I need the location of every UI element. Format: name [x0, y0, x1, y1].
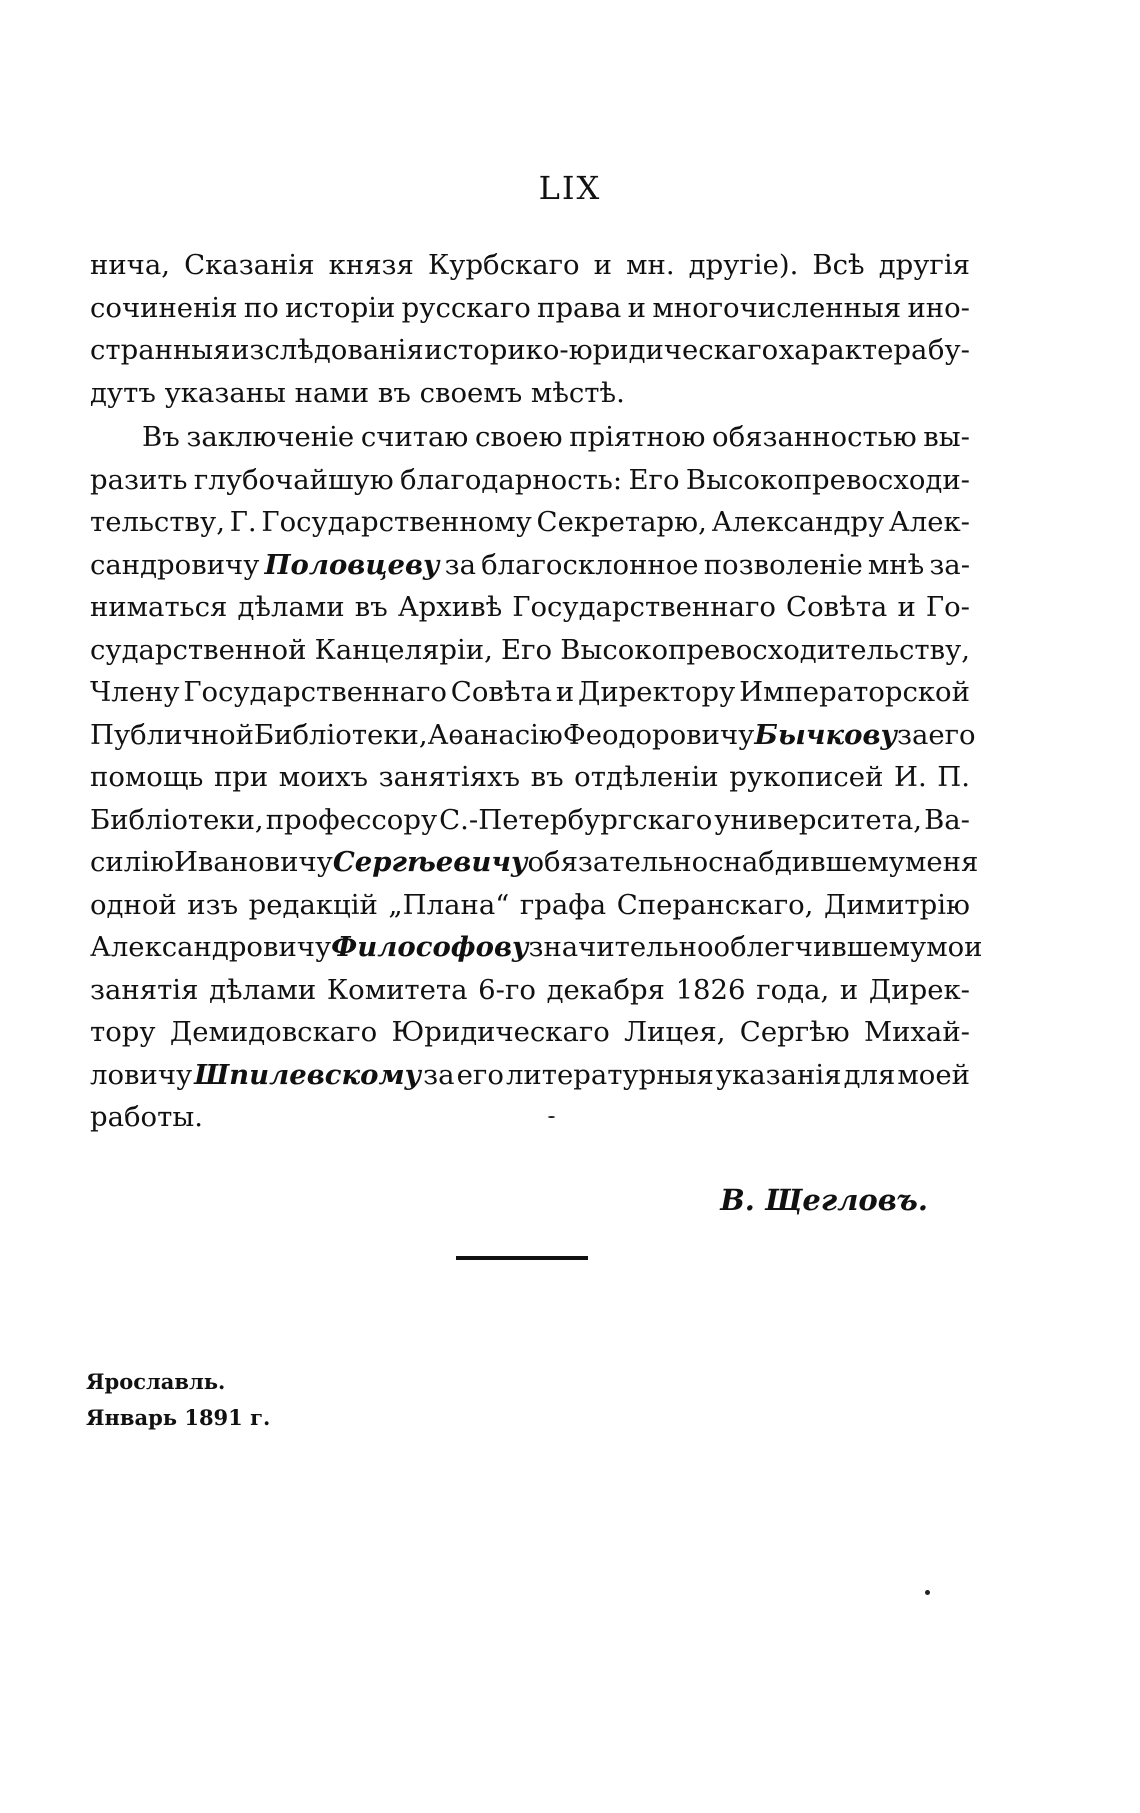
word: дѣлами: [209, 973, 317, 1006]
page-number: LIX: [538, 169, 602, 207]
word: Въ: [142, 421, 180, 453]
word: Димитрію: [824, 888, 970, 921]
word: благосклонное: [481, 548, 699, 581]
person-name: Половцеву: [264, 548, 440, 581]
word: Государственнаго: [183, 676, 447, 708]
word: права: [537, 291, 622, 324]
word: ниматься: [90, 591, 228, 623]
text-line: [90, 501, 970, 544]
word: заключеніе: [186, 421, 355, 453]
word: его: [456, 1058, 504, 1091]
person-name: Шпилевскому: [194, 1058, 422, 1091]
word: рукописей: [729, 761, 884, 793]
text-line: [90, 544, 970, 587]
word: Библіотеки,: [253, 718, 428, 751]
word: и: [555, 676, 575, 708]
word: Лицея,: [624, 1016, 726, 1048]
word: университета,: [714, 803, 923, 836]
person-name: Бычкову: [754, 718, 897, 751]
word: бу-: [927, 334, 970, 366]
author-signature: В. Щегловъ.: [720, 1183, 928, 1217]
word: сандровичу: [90, 548, 260, 581]
word: Государственному: [261, 506, 532, 538]
text-line: [90, 629, 970, 672]
word: при: [213, 761, 269, 793]
word: Демидовскаго: [169, 1016, 378, 1048]
word: 1826: [675, 973, 746, 1006]
word: ловичу: [90, 1058, 193, 1091]
word: Государственнаго: [512, 591, 776, 623]
word: Г.: [229, 506, 257, 538]
text-line: [90, 416, 970, 459]
word: и: [839, 973, 859, 1006]
word: Михай-: [863, 1016, 970, 1048]
person-name: Сергѣевичу: [332, 846, 528, 878]
word: мнѣ: [867, 548, 925, 581]
word: Сперанскаго,: [616, 888, 814, 921]
text-line: [90, 841, 979, 884]
word: за: [444, 548, 476, 581]
word: по: [243, 291, 279, 324]
word: другіе).: [688, 249, 799, 281]
word: редакцій: [248, 888, 378, 921]
text-line: [90, 926, 983, 969]
paragraph-2: [90, 416, 983, 1139]
word: „Плана“: [388, 888, 510, 921]
word: исторіи: [285, 291, 396, 324]
word: Архивѣ: [397, 591, 503, 623]
word: разить: [90, 463, 188, 496]
word: Ва-: [924, 803, 970, 836]
word: обязанностью: [712, 421, 917, 453]
word: обязательно: [527, 846, 709, 878]
word: графа: [519, 888, 607, 921]
word: благодарность:: [400, 463, 623, 496]
text-line: [90, 459, 970, 502]
person-name: Философову: [331, 931, 529, 963]
word: другія: [878, 249, 970, 281]
word: пріятною: [569, 421, 706, 453]
word: дутъ указаны нами въ своемъ мѣстѣ.: [90, 376, 625, 409]
word: одной: [90, 888, 177, 921]
word: князя: [328, 249, 414, 281]
text-line: [90, 1096, 970, 1139]
date: Январь 1891 г.: [86, 1405, 271, 1430]
text-line: [90, 586, 970, 629]
text-line: [90, 372, 970, 415]
paragraph-1: [90, 244, 970, 414]
word: Всѣ: [812, 249, 865, 281]
print-speck: [548, 1116, 555, 1118]
word: дѣлами: [237, 591, 345, 623]
word: считаю: [360, 421, 469, 453]
text-line: [90, 1054, 970, 1097]
word: и: [897, 591, 916, 623]
word: сочиненія: [90, 291, 238, 324]
word: 6-го: [478, 973, 536, 1006]
word: Директору: [578, 676, 736, 708]
word: Юридическаго: [391, 1016, 610, 1048]
word: Феодоровичу: [562, 718, 755, 751]
body-text: [90, 244, 983, 1139]
word: Его: [628, 463, 680, 496]
word: Александру: [711, 506, 885, 538]
word: вы-: [923, 421, 970, 453]
word: тору: [90, 1016, 156, 1048]
word: странныя: [90, 334, 231, 366]
word: Высокопревосходи-: [685, 463, 970, 496]
word: занятіяхъ: [378, 761, 521, 793]
word: литературныя: [505, 1058, 714, 1091]
word: для: [843, 1058, 896, 1091]
text-line: [90, 287, 970, 330]
word: сударственной: [90, 633, 307, 666]
word: мои: [926, 931, 983, 963]
word: значительно: [528, 931, 714, 963]
word: за: [896, 718, 929, 751]
word: нича,: [90, 249, 170, 281]
word: профессору: [265, 803, 438, 836]
word: Алек-: [888, 506, 970, 538]
word: Курбскаго: [427, 249, 580, 281]
word: Ивановичу: [173, 846, 333, 878]
word: И.: [893, 761, 927, 793]
word: отдѣленіи: [574, 761, 719, 793]
text-line: [90, 799, 970, 842]
text-line: [90, 969, 970, 1012]
word: глубочайшую: [193, 463, 394, 496]
word: работы.: [90, 1101, 203, 1133]
text-line: [90, 1011, 970, 1054]
word: указанія: [715, 1058, 842, 1091]
word: русскаго: [401, 291, 531, 324]
place-date: [86, 1364, 270, 1436]
word: снабдившему: [708, 846, 905, 878]
word: въ: [530, 761, 564, 793]
word: и: [593, 249, 612, 281]
word: и: [627, 291, 647, 324]
word: П.: [937, 761, 970, 793]
print-speck: [925, 1590, 930, 1595]
word: С.-Петербургскаго: [439, 803, 713, 836]
word: ино-: [907, 291, 970, 324]
word: меня: [904, 846, 979, 878]
word: Библіотеки,: [90, 803, 264, 836]
word: занятія: [90, 973, 199, 1006]
word: своею: [474, 421, 563, 453]
word: Александровичу: [90, 931, 332, 963]
word: моихъ: [278, 761, 369, 793]
word: Его: [501, 633, 553, 666]
word: за: [423, 1058, 455, 1091]
word: въ: [354, 591, 388, 623]
section-divider: [456, 1256, 588, 1260]
word: Сказанія: [184, 249, 315, 281]
word: характера: [778, 334, 928, 366]
word: многочисленныя: [652, 291, 902, 324]
word: года,: [756, 973, 830, 1006]
text-line: [90, 884, 970, 927]
word: изслѣдованія: [231, 334, 424, 366]
text-line: [90, 244, 970, 287]
word: силію: [90, 846, 174, 878]
word: Секретарю,: [536, 506, 707, 538]
text-line: [90, 756, 970, 799]
word: моей: [897, 1058, 970, 1091]
text-line: [90, 671, 970, 714]
word: историко-юридическаго: [424, 334, 779, 366]
word: Публичной: [90, 718, 254, 751]
word: Сергѣю: [739, 1016, 850, 1048]
text-line: [90, 329, 970, 372]
word: мн.: [626, 249, 675, 281]
word: Совѣта: [450, 676, 553, 708]
word: Дирек-: [868, 973, 970, 1006]
word: позволеніе: [703, 548, 863, 581]
word: Го-: [925, 591, 970, 623]
word: изъ: [187, 888, 239, 921]
word: за-: [929, 548, 970, 581]
word: Совѣта: [786, 591, 888, 623]
place: Ярославль.: [86, 1369, 226, 1394]
word: его: [928, 718, 976, 751]
text-line: [90, 714, 976, 757]
word: облегчившему: [713, 931, 927, 963]
word: Императорской: [739, 676, 970, 708]
word: Комитета: [326, 973, 468, 1006]
word: декабря: [546, 973, 665, 1006]
word: Канцеляріи,: [314, 633, 493, 666]
word: тельству,: [90, 506, 225, 538]
word: Аѳанасію: [427, 718, 563, 751]
word: Высокопревосходительству,: [560, 633, 970, 666]
word: помощь: [90, 761, 204, 793]
word: Члену: [90, 676, 180, 708]
